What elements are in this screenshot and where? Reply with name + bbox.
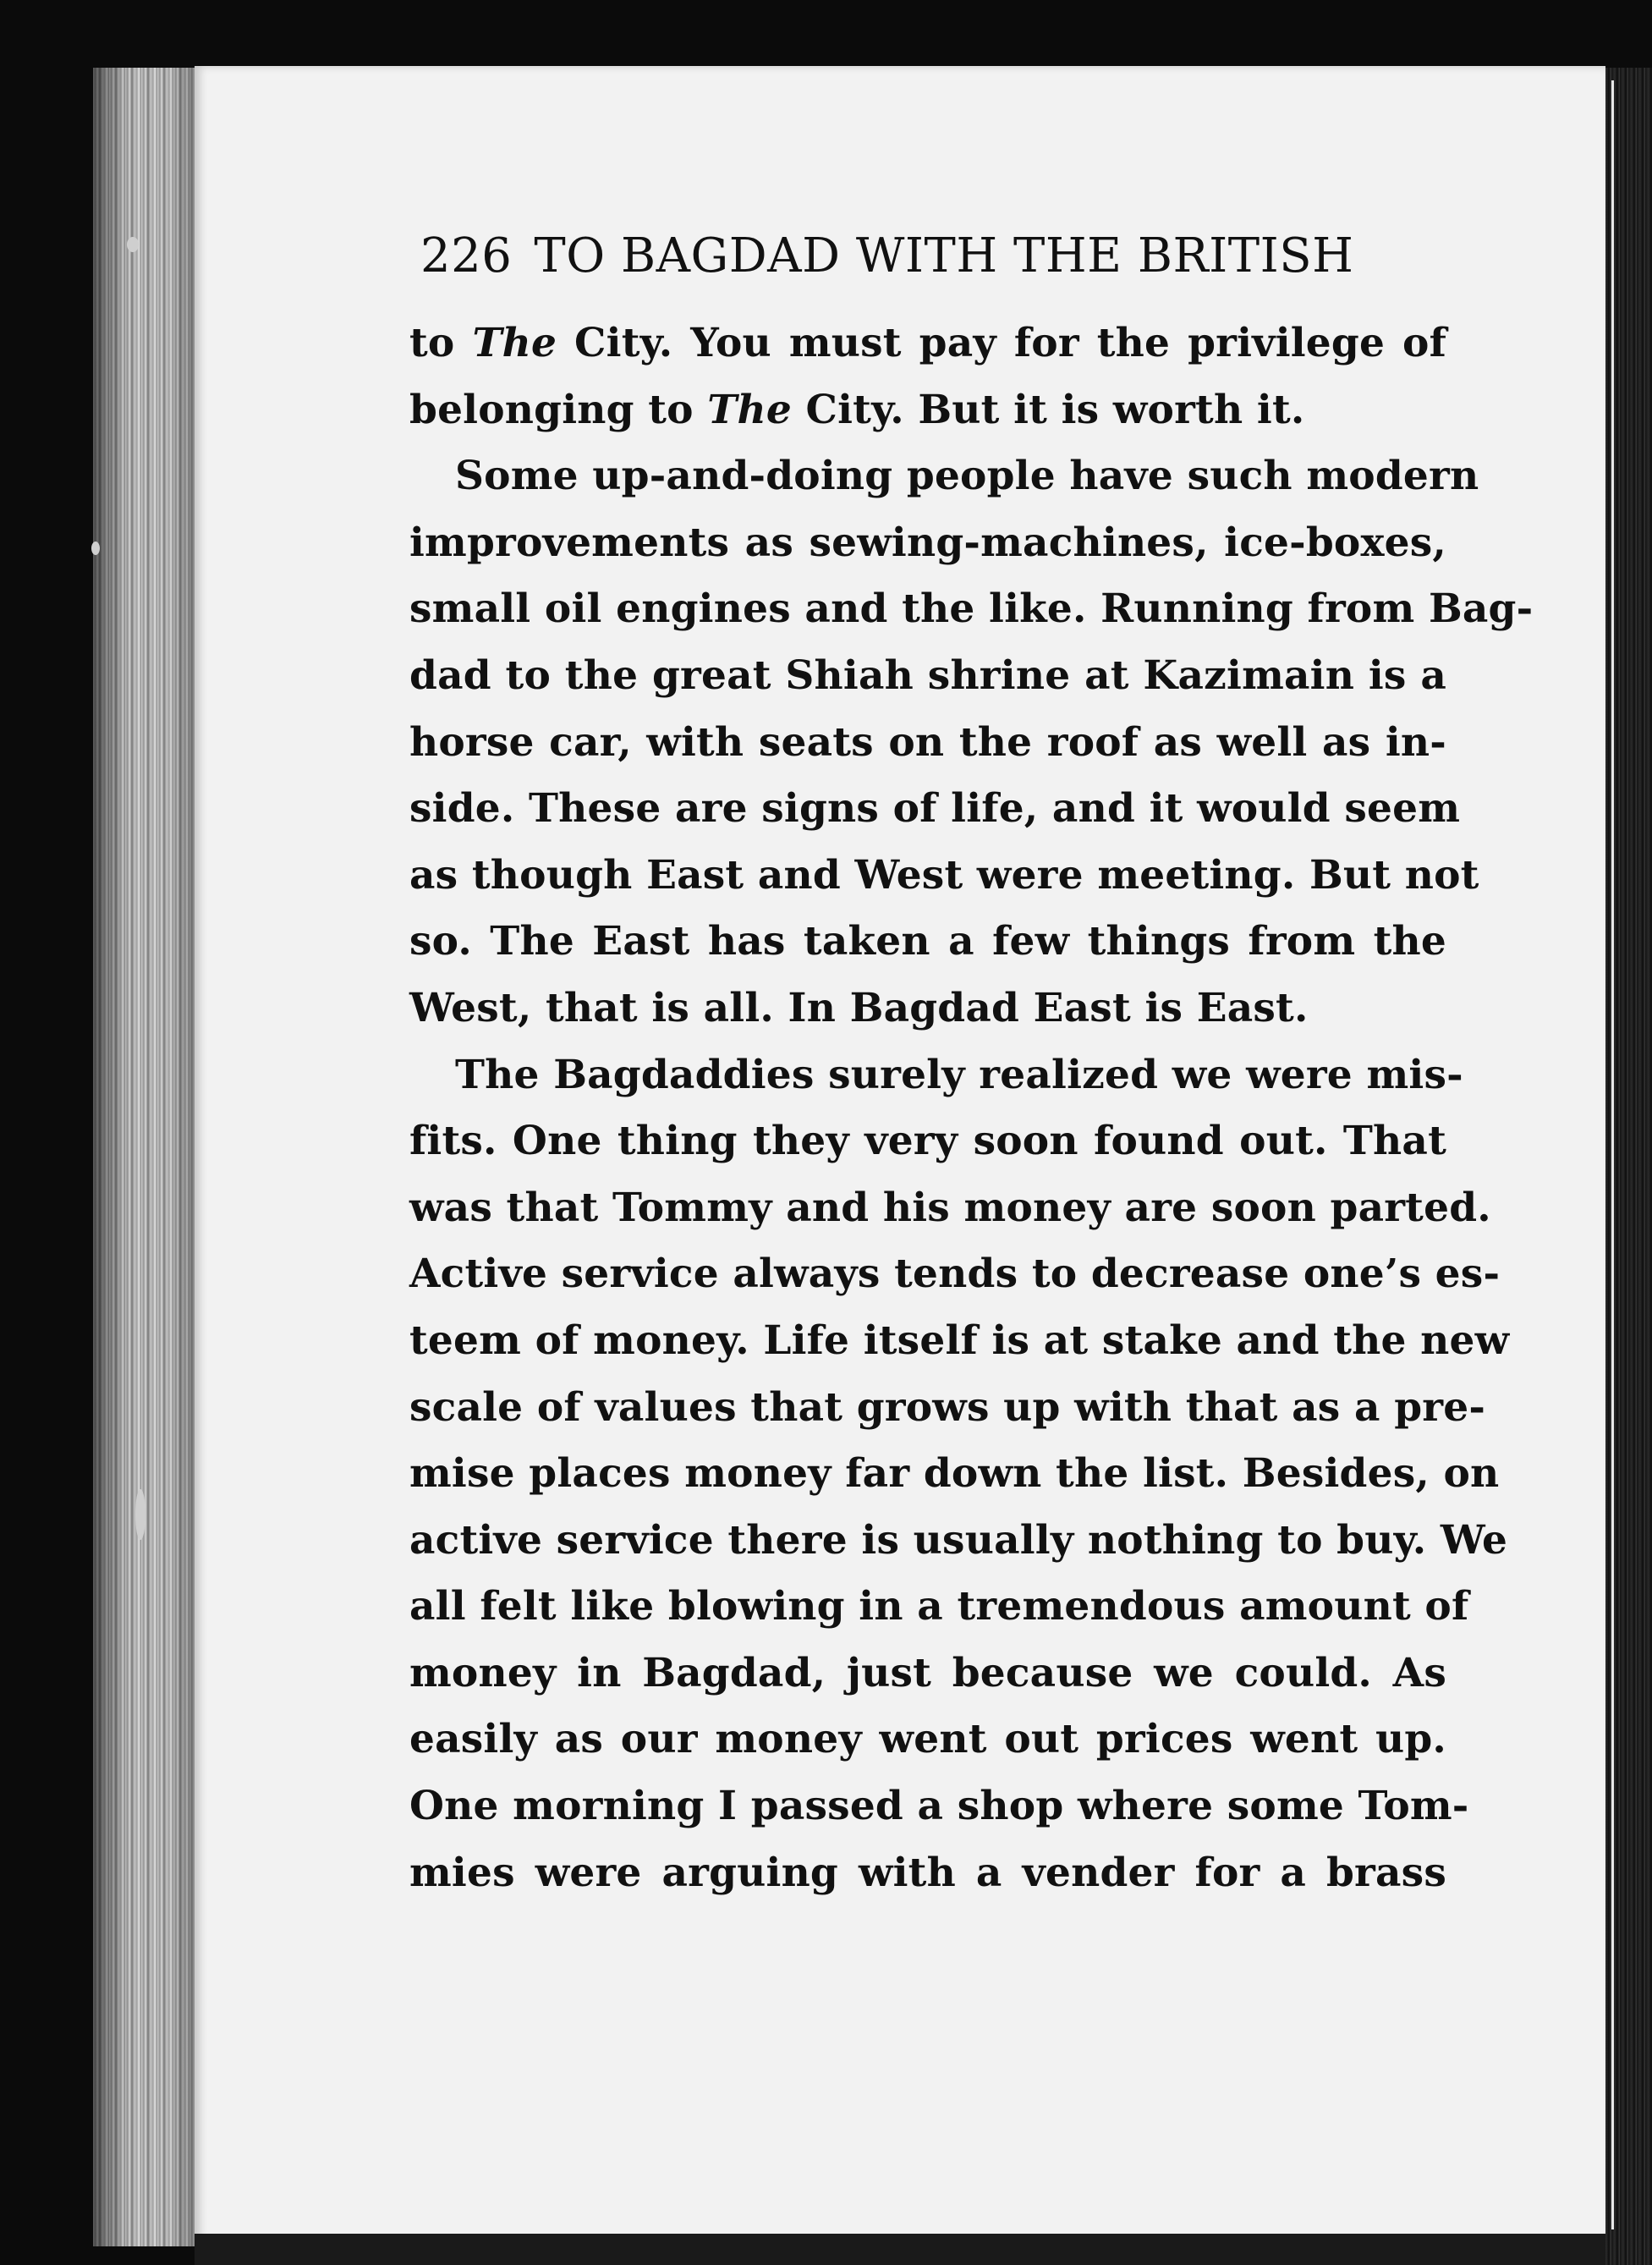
text-line — [409, 1840, 1446, 1907]
text-line — [409, 643, 1446, 710]
running-head — [420, 227, 1359, 286]
text-run: belonging to — [409, 386, 708, 433]
text-line — [409, 510, 1446, 577]
text-line — [409, 1042, 1463, 1109]
text-line — [409, 976, 1446, 1042]
text-line — [409, 1641, 1446, 1707]
text-run: mies were arguing with a vender for a brass — [409, 1849, 1446, 1896]
text-run: improvements as sewing-machines, ice-boxes, — [409, 519, 1446, 566]
text-run: mise places money far down the list. Besides, on — [409, 1450, 1500, 1498]
text-line — [409, 1707, 1446, 1773]
scan-speck — [91, 542, 100, 555]
scan-speck — [135, 1489, 145, 1540]
text-run: City. But it is worth it. — [791, 386, 1305, 433]
text-run: as though East and West were meeting. But not — [409, 851, 1479, 899]
text-run: money in Bagdad, just because we could. As — [409, 1649, 1446, 1696]
text-run: Some up-and-doing people have such modern — [455, 453, 1479, 500]
scan-speck — [127, 237, 139, 252]
page-number: 226 — [420, 228, 513, 283]
text-run: horse car, with seats on the roof as well as in- — [409, 718, 1446, 766]
scan-bottom-border — [195, 2234, 1605, 2265]
text-run: was that Tommy and his money are soon parted. — [409, 1184, 1491, 1231]
text-line — [409, 1108, 1446, 1175]
text-line — [409, 1308, 1510, 1375]
text-run: so. The East has taken a few things from the — [409, 918, 1446, 965]
italic-text: The — [707, 386, 792, 433]
text-run: City. You must pay for the privilege of — [557, 320, 1447, 366]
text-line — [409, 1508, 1508, 1575]
text-run: active service there is usually nothing to buy. We — [409, 1516, 1508, 1564]
body-text — [409, 311, 1534, 1906]
book-page-edge — [93, 68, 199, 2246]
text-run: dad to the great Shiah shrine at Kazimain is a — [409, 651, 1446, 699]
text-run: to — [409, 320, 473, 366]
text-line — [409, 1574, 1469, 1641]
italic-text: The — [472, 320, 557, 366]
book-binding-edge — [1603, 68, 1652, 2265]
text-line — [409, 443, 1479, 510]
text-run: small oil engines and the like. Running from Bag- — [409, 585, 1534, 633]
text-run: side. These are signs of life, and it would seem — [409, 785, 1461, 833]
text-line — [409, 1175, 1491, 1242]
text-line — [409, 909, 1446, 976]
text-run: all felt like blowing in a tremendous amount of — [409, 1583, 1469, 1630]
book-title: TO BAGDAD WITH THE BRITISH — [534, 228, 1354, 283]
text-line — [409, 311, 1446, 377]
text-line — [409, 1241, 1501, 1308]
text-run: teem of money. Life itself is at stake and the new — [409, 1317, 1510, 1364]
text-line — [409, 1773, 1469, 1840]
text-line — [409, 377, 1446, 444]
binding-rule — [1611, 80, 1614, 2229]
text-line — [409, 710, 1446, 777]
text-line — [409, 843, 1479, 910]
text-run: scale of values that grows up with that as a pre- — [409, 1383, 1486, 1431]
text-run: The Bagdaddies surely realized we were mis- — [455, 1051, 1463, 1098]
text-run: One morning I passed a shop where some Tom- — [409, 1783, 1469, 1830]
text-line — [409, 776, 1461, 843]
text-line — [409, 1441, 1500, 1508]
text-line — [409, 576, 1534, 643]
text-run: West, that is all. In Bagdad East is East. — [409, 984, 1309, 1031]
text-run: easily as our money went out prices went up. — [409, 1716, 1446, 1763]
text-line — [409, 1375, 1486, 1442]
text-run: Active service always tends to decrease one’s es- — [409, 1251, 1501, 1298]
text-run: fits. One thing they very soon found out. That — [409, 1118, 1446, 1165]
